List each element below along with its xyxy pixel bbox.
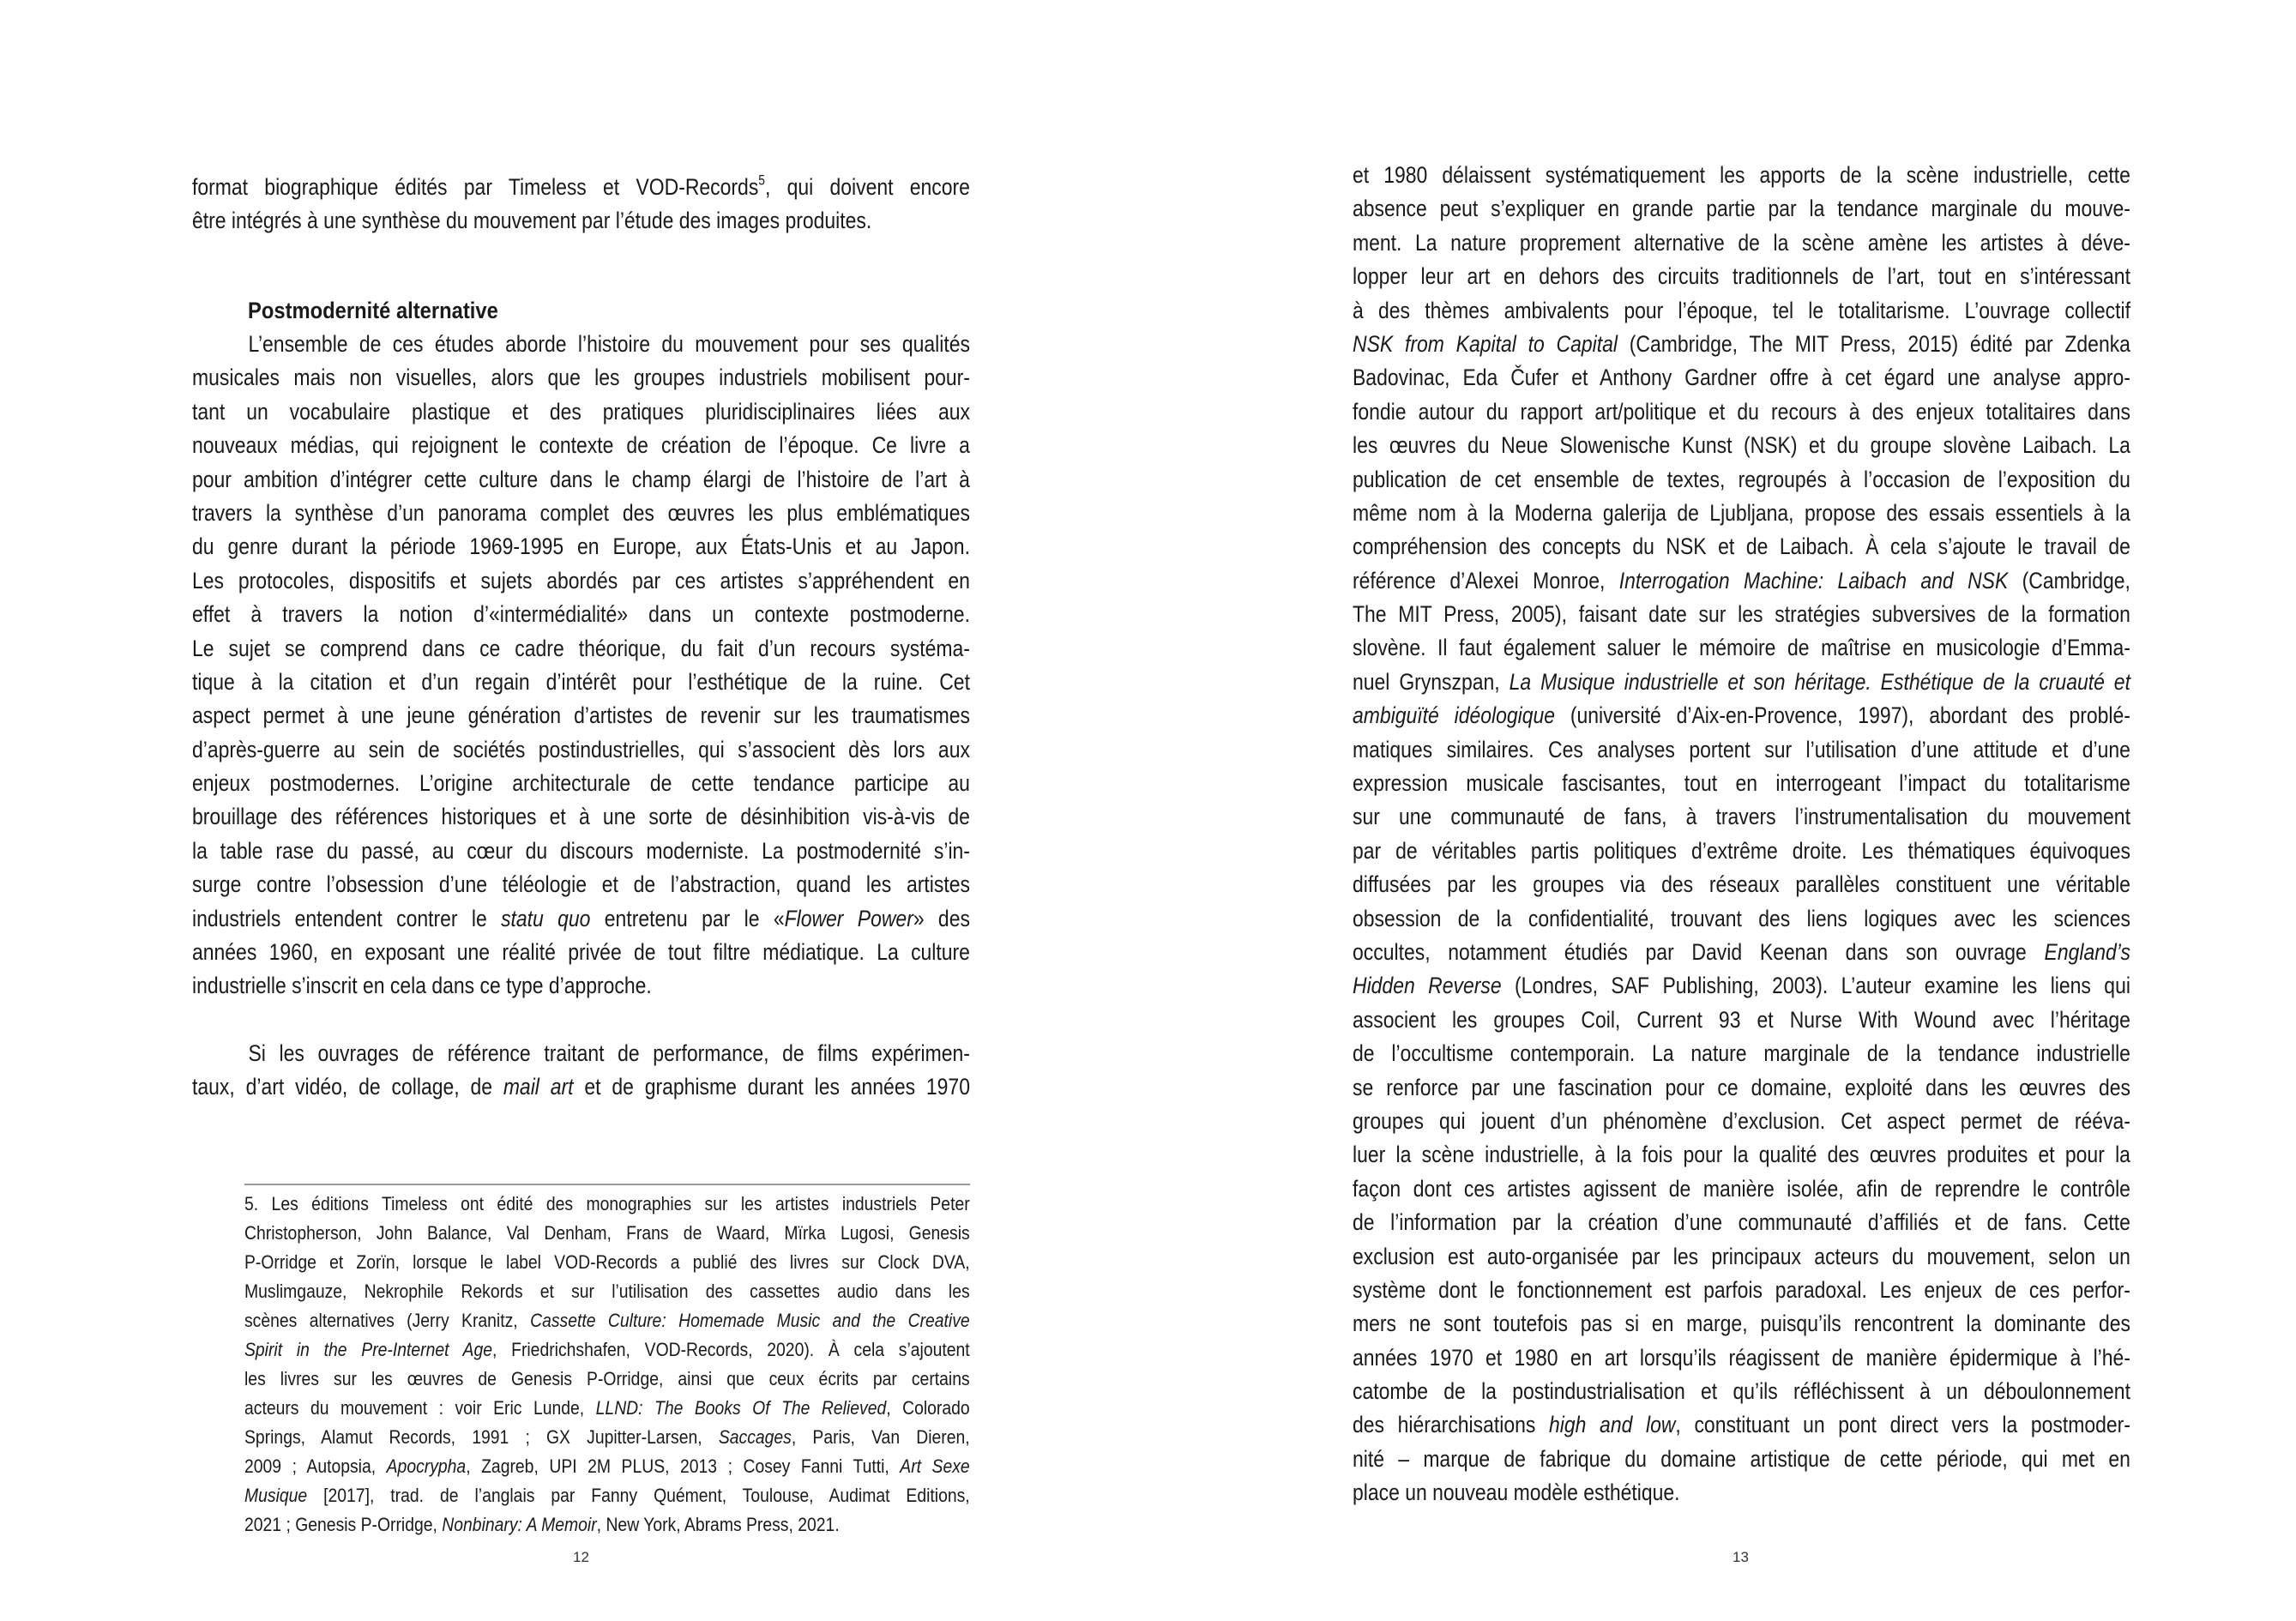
text-line bbox=[244, 1365, 970, 1394]
text-run: (Cambridge, bbox=[2008, 567, 2130, 594]
text-run: The MIT Press, 2005), faisant date sur les stratégies subversives de la formation bbox=[1353, 601, 2130, 628]
text-run: lopper leur art en dehors des circuits traditionnels de l’art, tout en s’intéressant bbox=[1353, 263, 2130, 290]
text-line bbox=[244, 1394, 970, 1423]
text-run: occultes, notamment étudiés par David Keenan dans son ouvrage bbox=[1353, 938, 2045, 965]
text-run: , constituant un pont direct vers la postmoder- bbox=[1675, 1412, 2130, 1438]
text-line bbox=[1353, 835, 2130, 868]
italic-title: Hidden Reverse bbox=[1353, 973, 1502, 999]
text-run: industrielle s’inscrit en cela dans ce type d’approche. bbox=[192, 973, 652, 999]
text-run: (université d’Aix-en-Provence, 1997), abordant des problé- bbox=[1555, 702, 2130, 729]
text-run: 2021 ; Genesis P-Orridge, bbox=[244, 1514, 443, 1535]
text-run: enjeux postmodernes. L’origine architecturale de cette tendance participe au bbox=[192, 770, 970, 797]
text-run: 2009 ; Autopsia, bbox=[244, 1455, 387, 1477]
italic-title: Musique bbox=[244, 1485, 308, 1506]
text-run: travers la synthèse d’un panorama complet des œuvres les plus emblématiques bbox=[192, 499, 970, 526]
text-run: nuel Grynszpan, bbox=[1353, 668, 1510, 695]
text-line bbox=[192, 497, 970, 530]
text-line bbox=[192, 429, 970, 462]
text-line bbox=[192, 936, 970, 969]
text-run: absence peut s’expliquer en grande partie par la tendance marginale du mouve- bbox=[1353, 196, 2130, 222]
text-run: même nom à la Moderna galerija de Ljubljana, propose des essais essentiels à la bbox=[1353, 499, 2130, 526]
text-line bbox=[192, 171, 970, 204]
text-line bbox=[244, 1190, 970, 1219]
text-line bbox=[244, 1306, 970, 1335]
left-intro bbox=[192, 171, 970, 238]
left-paragraph-2 bbox=[192, 1037, 970, 1105]
text-line bbox=[192, 835, 970, 868]
right-text bbox=[1353, 159, 2130, 1510]
text-line bbox=[192, 361, 970, 395]
text-line bbox=[1353, 463, 2130, 497]
text-run: aspect permet à une jeune génération d’artistes de revenir sur les traumatismes bbox=[192, 702, 970, 729]
text-run: façon dont ces artistes agissent de manière isolée, afin de reprendre le contrôle bbox=[1353, 1175, 2130, 1202]
text-run: [2017], trad. de l’anglais par Fanny Quément, Toulouse, Audimat Editions, bbox=[307, 1485, 970, 1506]
text-run: luer la scène industrielle, à la fois pour la qualité des œuvres produites et pour la bbox=[1353, 1142, 2130, 1168]
text-run: la table rase du passé, au cœur du discours moderniste. La postmodernité s’in- bbox=[192, 837, 970, 864]
text-run: Springs, Alamut Records, 1991 ; GX Jupitter-Larsen, bbox=[244, 1426, 719, 1448]
text-line bbox=[244, 1335, 970, 1365]
text-run: référence d’Alexei Monroe, bbox=[1353, 567, 1619, 594]
italic-title: Cassette Culture: Homemade Music and the Creative bbox=[530, 1310, 970, 1331]
text-line bbox=[244, 1452, 970, 1481]
text-line bbox=[1353, 666, 2130, 699]
text-line bbox=[244, 1219, 970, 1248]
text-run: brouillage des références historiques et à une sorte de désinhibition vis-à-vis de bbox=[192, 804, 970, 830]
text-run: sur une communauté de fans, à travers l’instrumentalisation du mouvement bbox=[1353, 804, 2130, 830]
italic-title: ambiguïté idéologique bbox=[1353, 702, 1556, 729]
text-run: publication de cet ensemble de textes, regroupés à l’occasion de l’exposition du bbox=[1353, 466, 2130, 492]
text-run: obsession de la confidentialité, trouvant des liens logiques avec les sciences bbox=[1353, 905, 2130, 931]
text-line bbox=[192, 328, 970, 361]
text-line bbox=[192, 204, 970, 238]
text-run: surge contre l’obsession d’une téléologie et de l’abstraction, quand les artistes bbox=[192, 871, 970, 898]
text-run: du genre durant la période 1969-1995 en Europe, aux États-Unis et au Japon. bbox=[192, 533, 970, 560]
text-line bbox=[1353, 530, 2130, 563]
text-run: » des bbox=[913, 905, 970, 931]
text-line bbox=[192, 463, 970, 497]
text-line bbox=[244, 1510, 970, 1540]
text-line bbox=[1353, 1476, 2130, 1510]
text-run: scènes alternatives (Jerry Kranitz, bbox=[244, 1310, 531, 1331]
text-line bbox=[192, 1037, 970, 1070]
text-run: à des thèmes ambivalents pour l’époque, tel le totalitarisme. L’ouvrage collectif bbox=[1353, 297, 2130, 323]
text-run: les œuvres du Neue Slowenische Kunst (NSK) et du groupe slovène Laibach. La bbox=[1353, 432, 2130, 459]
text-run: place un nouveau modèle esthétique. bbox=[1353, 1479, 1680, 1506]
text-run: système dont le fonctionnement est parfois paradoxal. Les enjeux de ces perfor- bbox=[1353, 1276, 2130, 1303]
text-run: années 1960, en exposant une réalité privée de tout filtre médiatique. La culture bbox=[192, 939, 970, 966]
text-run: taux, d’art vidéo, de collage, de bbox=[192, 1074, 503, 1100]
italic-title: Nonbinary: A Memoir bbox=[442, 1514, 597, 1535]
text-line bbox=[1353, 328, 2130, 361]
text-run: être intégrés à une synthèse du mouvement par l’étude des images produites. bbox=[192, 208, 872, 234]
text-line bbox=[1353, 699, 2130, 732]
text-run: , Colorado bbox=[886, 1397, 970, 1419]
text-line bbox=[192, 666, 970, 699]
text-run: ment. La nature proprement alternative de la scène amène les artistes à déve- bbox=[1353, 229, 2130, 256]
text-run: tique à la citation et d’un regain d’intérêt pour l’esthétique de la ruine. Cet bbox=[192, 668, 970, 695]
text-run: Si les ouvrages de référence traitant de performance, de films expérimen- bbox=[248, 1040, 970, 1066]
text-line bbox=[1353, 1375, 2130, 1408]
text-run: expression musicale fascisantes, tout en interrogeant l’impact du totalitarisme bbox=[1353, 770, 2130, 797]
text-run: de l’information par la création d’une communauté d’affiliés et de fans. Cette bbox=[1353, 1209, 2130, 1236]
text-line bbox=[1353, 1071, 2130, 1105]
text-line bbox=[244, 1277, 970, 1306]
text-run: acteurs du mouvement : voir Eric Lunde, bbox=[244, 1397, 596, 1419]
text-run: effet à travers la notion d’«intermédialité» dans un contexte postmoderne. bbox=[192, 601, 970, 628]
text-line bbox=[192, 800, 970, 834]
text-run: et 1980 délaissent systématiquement les apports de la scène industrielle, cette bbox=[1353, 162, 2130, 188]
text-line bbox=[192, 767, 970, 800]
text-run: L’ensemble de ces études aborde l’histoire du mouvement pour ses qualités bbox=[248, 331, 970, 357]
text-run: compréhension des concepts du NSK et de Laibach. À cela s’ajoute le travail de bbox=[1353, 533, 2130, 560]
text-run: (Cambridge, The MIT Press, 2015) édité par Zdenka bbox=[1617, 330, 2130, 357]
text-line bbox=[1353, 1307, 2130, 1341]
text-line bbox=[1353, 1341, 2130, 1375]
text-line bbox=[192, 902, 970, 936]
text-run: pour ambition d’intégrer cette culture dans le champ élargi de l’histoire de l’art à bbox=[192, 466, 970, 492]
text-run: musicales mais non visuelles, alors que les groupes industriels mobilisent pour- bbox=[192, 365, 970, 391]
text-line bbox=[192, 395, 970, 429]
text-run: associent les groupes Coil, Current 93 et Nurse With Wound avec l’héritage bbox=[1353, 1006, 2130, 1033]
text-line bbox=[1353, 598, 2130, 631]
italic-title: Interrogation Machine: Laibach and NSK bbox=[1618, 567, 2009, 594]
text-line bbox=[192, 868, 970, 901]
text-run: fondie autour du rapport art/politique et du recours à des enjeux totalitaires dans bbox=[1353, 398, 2130, 425]
text-run: Le sujet se comprend dans ce cadre théorique, du fait d’un recours systéma- bbox=[192, 635, 970, 661]
text-line bbox=[1353, 631, 2130, 665]
text-run: Muslimgauze, Nekrophile Rekords et sur l’utilisation des cassettes audio dans les bbox=[244, 1281, 970, 1302]
italic-title: NSK from Kapital to Capital bbox=[1353, 330, 1618, 357]
text-line bbox=[1353, 1003, 2130, 1037]
text-run: format biographique édités par Timeless et VOD-Records bbox=[192, 174, 759, 200]
text-line bbox=[244, 1423, 970, 1452]
text-run: diffusées par les groupes via des réseaux parallèles constituent une véritable bbox=[1353, 871, 2130, 898]
text-run: , New York, Abrams Press, 2021. bbox=[596, 1514, 840, 1535]
text-line bbox=[192, 1070, 970, 1104]
italic-title: Flower Power bbox=[784, 905, 913, 931]
footnote-reference: 5 bbox=[758, 172, 765, 189]
italic-title: Spirit in the Pre-Internet Age bbox=[244, 1339, 492, 1360]
text-line bbox=[1353, 159, 2130, 192]
text-line bbox=[1353, 1138, 2130, 1172]
text-line bbox=[1353, 733, 2130, 767]
text-line bbox=[1353, 395, 2130, 429]
text-run: tant un vocabulaire plastique et des pratiques pluridisciplinaires liées aux bbox=[192, 398, 970, 425]
text-run: , qui doivent encore bbox=[764, 174, 970, 200]
text-run: nouveaux médias, qui rejoignent le contexte de création de l’époque. Ce livre a bbox=[192, 432, 970, 459]
text-line bbox=[1353, 902, 2130, 936]
text-line bbox=[1353, 429, 2130, 462]
text-run: des hiérarchisations bbox=[1353, 1412, 1550, 1438]
text-line bbox=[1353, 868, 2130, 901]
left-paragraph-1 bbox=[192, 328, 970, 1003]
section-heading: Postmodernité alternative bbox=[248, 298, 498, 323]
italic-title: high and low bbox=[1549, 1412, 1676, 1438]
page-number-right: 13 bbox=[1733, 1549, 1749, 1565]
text-line bbox=[1353, 1172, 2130, 1206]
text-line bbox=[244, 1481, 970, 1510]
page-number-left: 12 bbox=[573, 1549, 589, 1565]
text-run: d’après-guerre au sein de sociétés postindustrielles, qui s’associent dès lors aux bbox=[192, 736, 970, 762]
text-run: entretenu par le « bbox=[590, 905, 785, 931]
text-run: 5. Les éditions Timeless ont édité des monographies sur les artistes industriels Peter bbox=[244, 1193, 970, 1214]
text-run: mers ne sont toutefois pas si en marge, puisqu’ils rencontrent la dominante des bbox=[1353, 1311, 2130, 1337]
text-line bbox=[1353, 260, 2130, 293]
text-run: matiques similaires. Ces analyses portent sur l’utilisation d’une attitude et d’une bbox=[1353, 736, 2130, 762]
footnote-rule bbox=[244, 1184, 970, 1185]
text-run: de l’occultisme contemporain. La nature marginale de la tendance industrielle bbox=[1353, 1040, 2130, 1067]
footnote bbox=[244, 1190, 970, 1540]
text-line bbox=[192, 969, 970, 1003]
text-line bbox=[1353, 1274, 2130, 1307]
text-run: (Londres, SAF Publishing, 2003). L’auteur examine les liens qui bbox=[1501, 973, 2130, 999]
text-run: et de graphisme durant les années 1970 bbox=[573, 1074, 970, 1100]
text-line bbox=[1353, 226, 2130, 260]
italic-title: England’s bbox=[2044, 938, 2130, 965]
text-line bbox=[1353, 969, 2130, 1003]
text-line bbox=[1353, 936, 2130, 969]
italic-title: Saccages bbox=[718, 1426, 792, 1448]
text-line bbox=[1353, 1408, 2130, 1442]
text-line bbox=[192, 598, 970, 631]
text-line bbox=[1353, 192, 2130, 226]
text-run: catombe de la postindustrialisation et qu’ils réfléchissent à un déboulonnement bbox=[1353, 1378, 2130, 1405]
text-run: exclusion est auto-organisée par les principaux acteurs du mouvement, selon un bbox=[1353, 1243, 2130, 1269]
text-line bbox=[1353, 361, 2130, 395]
text-line bbox=[1353, 1240, 2130, 1274]
text-run: , Zagreb, UPI 2M PLUS, 2013 ; Cosey Fanni Tutti, bbox=[466, 1455, 901, 1477]
text-line bbox=[1353, 564, 2130, 598]
text-run: nité – marque de fabrique du domaine artistique de cette période, qui met en bbox=[1353, 1445, 2130, 1472]
text-line bbox=[1353, 497, 2130, 530]
text-run: par de véritables partis politiques d’extrême droite. Les thématiques équivoques bbox=[1353, 837, 2130, 864]
text-line bbox=[192, 632, 970, 666]
text-line bbox=[244, 1248, 970, 1277]
text-line bbox=[192, 530, 970, 563]
italic-title: Art Sexe bbox=[900, 1455, 970, 1477]
italic-title: mail art bbox=[503, 1074, 574, 1100]
text-run: , Paris, Van Dieren, bbox=[791, 1426, 970, 1448]
italic-title: La Musique industrielle et son héritage. Esthétique de la cruauté et bbox=[1509, 668, 2130, 695]
text-run: , Friedrichshafen, VOD-Records, 2020). À cela s’ajoutent bbox=[491, 1339, 970, 1360]
text-run: se renforce par une fascination pour ce domaine, exploité dans les œuvres des bbox=[1353, 1074, 2130, 1100]
text-run: P-Orridge et Zorïn, lorsque le label VOD-Records a publié des livres sur Clock DVA, bbox=[244, 1251, 970, 1273]
text-run: Christopherson, John Balance, Val Denham, Frans de Waard, Mïrka Lugosi, Genesis bbox=[244, 1222, 970, 1244]
text-line bbox=[1353, 1037, 2130, 1070]
text-line bbox=[192, 733, 970, 767]
text-line bbox=[1353, 1105, 2130, 1138]
text-run: industriels entendent contrer le bbox=[192, 905, 502, 931]
text-line bbox=[192, 564, 970, 598]
text-line bbox=[1353, 800, 2130, 834]
text-line bbox=[192, 699, 970, 732]
text-run: années 1970 et 1980 en art lorsqu’ils réagissent de manière épidermique à l’hé- bbox=[1353, 1344, 2130, 1371]
italic-title: Apocrypha bbox=[386, 1455, 467, 1477]
text-line bbox=[1353, 767, 2130, 800]
text-run: slovène. Il faut également saluer le mémoire de maîtrise en musicologie d’Emma- bbox=[1353, 635, 2130, 661]
text-run: Les protocoles, dispositifs et sujets abordés par ces artistes s’appréhendent en bbox=[192, 567, 970, 594]
text-line bbox=[1353, 1206, 2130, 1239]
text-line bbox=[1353, 294, 2130, 328]
italic-title: statu quo bbox=[501, 905, 591, 931]
text-line bbox=[1353, 1443, 2130, 1476]
text-run: groupes qui jouent d’un phénomène d’exclusion. Cet aspect permet de rééva- bbox=[1353, 1107, 2130, 1134]
text-run: les livres sur les œuvres de Genesis P-Orridge, ainsi que ceux écrits par certains bbox=[244, 1368, 970, 1389]
italic-title: LLND: The Books Of The Relieved bbox=[595, 1397, 887, 1419]
text-run: Badovinac, Eda Čufer et Anthony Gardner offre à cet égard une analyse appro- bbox=[1353, 365, 2130, 391]
